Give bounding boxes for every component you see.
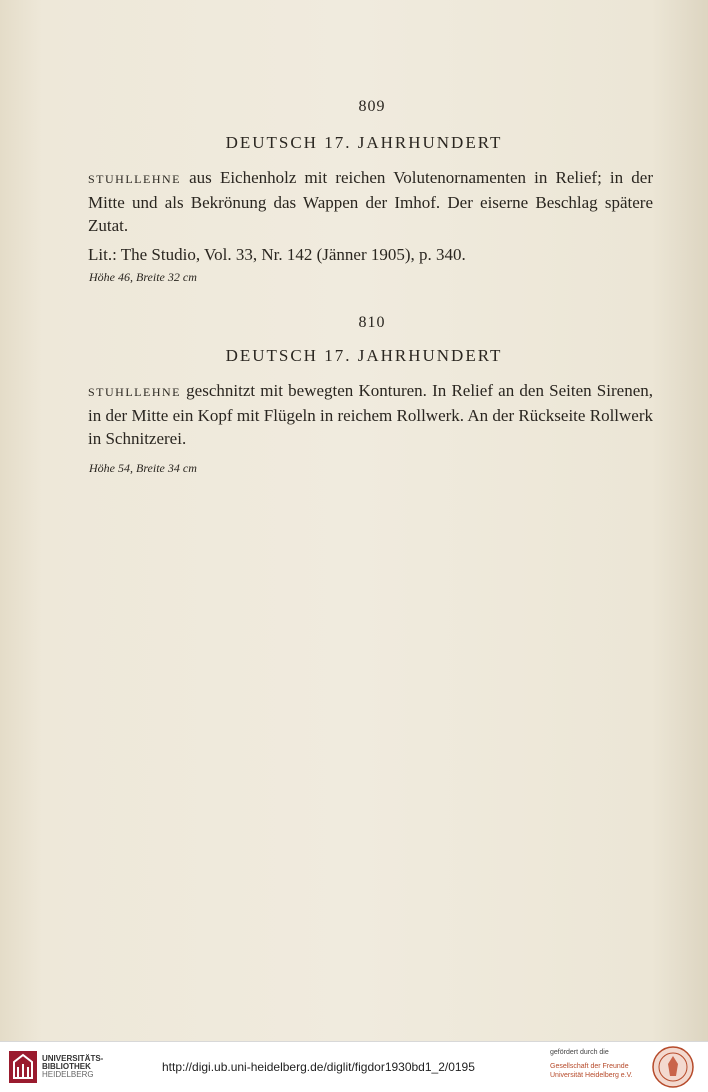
library-name <box>42 1055 103 1079</box>
library-name-line: UNIVERSITÄTS- <box>42 1054 104 1063</box>
library-name-line: HEIDELBERG <box>42 1070 94 1079</box>
entry-number: 809 <box>358 98 386 115</box>
library-name-line: BIBLIOTHEK <box>42 1062 91 1071</box>
entry-lead: STUHLLEHNE <box>88 385 181 399</box>
university-library-logo-icon <box>8 1050 38 1084</box>
permalink-url[interactable]: http://digi.ub.uni-heidelberg.de/diglit/figdor1930bd1_2/0195 <box>162 1060 475 1074</box>
university-seal-icon <box>652 1046 694 1088</box>
entry-number: 810 <box>358 314 386 331</box>
literature-reference: Lit.: The Studio, Vol. 33, Nr. 142 (Jänner 1905), p. 340. <box>88 245 466 264</box>
footer-bar <box>0 1041 708 1092</box>
dimensions: Höhe 54, Breite 34 cm <box>89 461 197 475</box>
entry-text: geschnitzt mit bewegten Konturen. In Relief an den Seiten Sirenen, in der Mitte ein Kopf mit Flügeln in reichem Rollwerk. An der Rückseite Rollwerk in Schnitzerei. <box>88 381 653 448</box>
dimensions: Höhe 46, Breite 32 cm <box>89 270 197 284</box>
sponsor-credit <box>550 1048 646 1080</box>
entry-heading: DEUTSCH 17. JAHRHUNDERT <box>225 133 503 152</box>
entry-text: aus Eichenholz mit reichen Volutenornamenten in Relief; in der Mitte und als Bekrönung das Wappen der Imhof. Der eiserne Beschlag spätere Zutat. <box>88 168 653 235</box>
entry-lead: STUHLLEHNE <box>88 172 181 186</box>
sponsor-name-line: Gesellschaft der Freunde <box>550 1063 629 1070</box>
entry-heading: DEUTSCH 17. JAHRHUNDERT <box>225 346 503 365</box>
sponsor-name-line: Universität Heidelberg e.V. <box>550 1072 633 1079</box>
sponsor-intro: gefördert durch die <box>550 1049 609 1056</box>
entry-description <box>88 379 653 450</box>
entry-description <box>88 166 653 237</box>
